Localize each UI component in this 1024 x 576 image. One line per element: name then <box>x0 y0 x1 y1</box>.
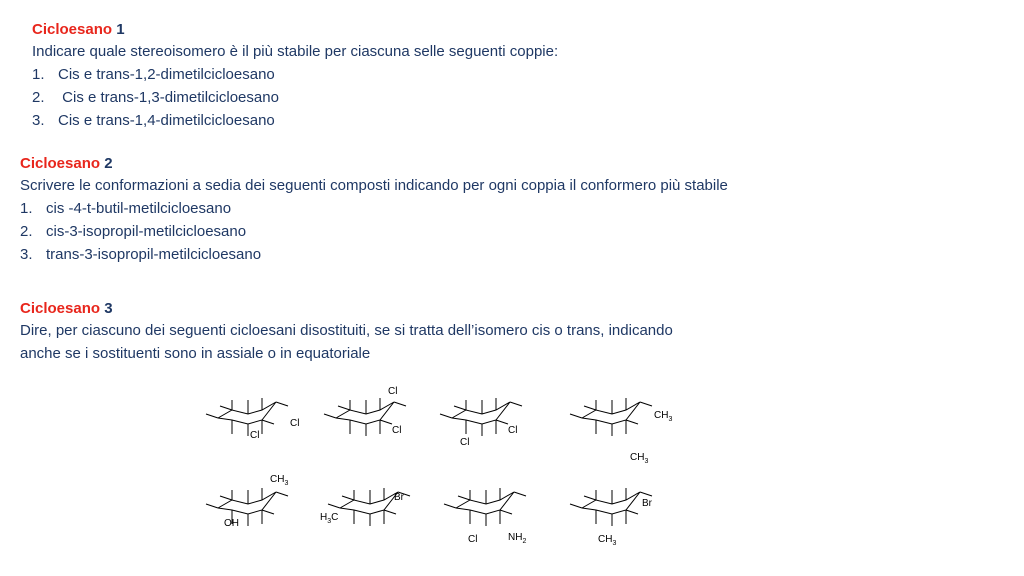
section-2-title: Cicloesano 2 <box>20 155 113 172</box>
section-3-title: Cicloesano 3 <box>20 300 113 317</box>
structure-3 <box>440 398 522 448</box>
label-oh: OH <box>224 518 239 529</box>
label-ch3: $CH_3$ <box>630 452 649 465</box>
label-ch3: $CH_3$ <box>654 410 673 423</box>
structure-1 <box>206 398 299 441</box>
label-cl: Cl <box>508 425 518 436</box>
list-item: 3. Cis e trans-1,4-dimetilcicloesano <box>32 112 275 129</box>
label-cl: Cl <box>250 430 260 441</box>
label-cl: Cl <box>388 386 398 397</box>
label-cl: Cl <box>290 418 300 429</box>
section-3-intro-line-2: anche se i sostituenti sono in assiale o in equatoriale <box>20 345 371 362</box>
structure-4 <box>570 398 672 465</box>
label-ch3: $CH_3$ <box>270 474 289 487</box>
label-br: Br <box>394 492 404 503</box>
structure-6 <box>320 488 410 526</box>
label-cl: Cl <box>392 425 402 436</box>
list-item: 2. cis-3-isopropil-metilcicloesano <box>20 223 247 240</box>
structure-8 <box>570 488 653 547</box>
label-h3c: $H_3C$ <box>320 512 339 525</box>
section-1-title: Cicloesano 1 <box>32 21 125 38</box>
section-2-intro: Scrivere le conformazioni a sedia dei seguenti composti indicando per ogni coppia il conformero più stabile <box>20 177 728 194</box>
structure-2 <box>324 386 406 436</box>
list-item: 2. Cis e trans-1,3-dimetilcicloesano <box>32 89 279 106</box>
label-nh2: $NH_2$ <box>508 532 527 545</box>
label-ch3: $CH_3$ <box>598 534 617 547</box>
label-cl: Cl <box>460 437 470 448</box>
section-1-intro: Indicare quale stereoisomero è il più stabile per ciascuna selle seguenti coppie: <box>32 43 559 60</box>
structure-7 <box>444 488 526 545</box>
list-item: 3. trans-3-isopropil-metilcicloesano <box>20 246 262 263</box>
section-3 <box>20 299 673 365</box>
list-item: 1. Cis e trans-1,2-dimetilcicloesano <box>32 66 275 83</box>
section-1 <box>32 20 558 132</box>
label-br: Br <box>642 498 652 509</box>
section-3-intro-line-1: Dire, per ciascuno dei seguenti cicloesani disostituiti, se si tratta dell’isomero cis o trans, indicando <box>20 322 673 339</box>
label-cl: Cl <box>468 534 478 545</box>
section-2 <box>20 154 728 266</box>
list-item: 1. cis -4-t-butil-metilcicloesano <box>20 200 232 217</box>
structure-5 <box>206 474 288 529</box>
cyclohexane-structures <box>190 382 690 552</box>
